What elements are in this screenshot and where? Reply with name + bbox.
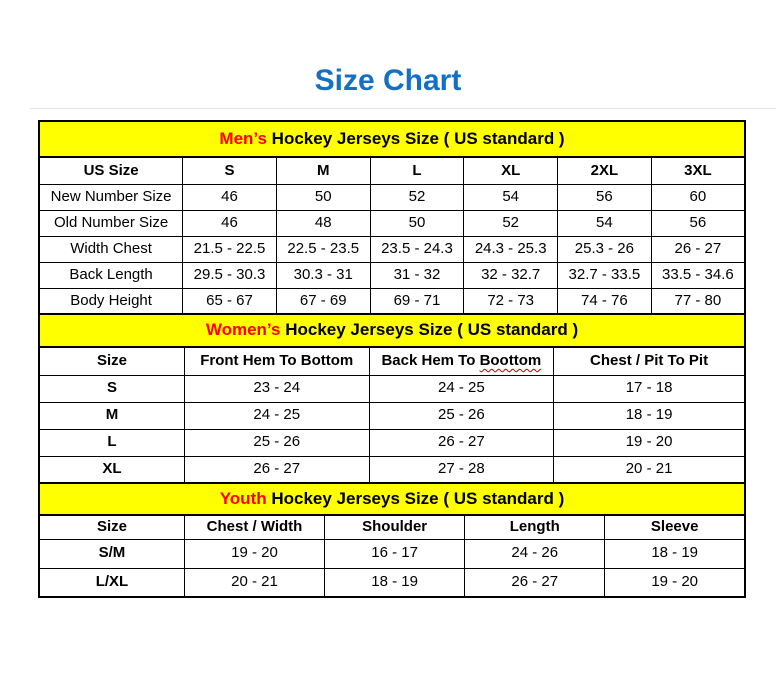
youth-section-header [39,483,745,515]
data-cell: 20 - 21 [554,456,745,483]
table-row [39,402,745,429]
womens-section-header [39,314,745,347]
data-cell: 52 [370,184,464,210]
mens-section-highlight: Men’s [219,128,267,148]
header-cell: Chest / Width [184,515,324,539]
data-cell: 48 [276,210,370,236]
data-cell: 54 [464,184,558,210]
row-label-cell: S [39,375,184,402]
mens-section-title [39,121,745,157]
mens-section-header [39,121,745,157]
data-cell: 46 [183,210,277,236]
data-cell: 25 - 26 [184,429,369,456]
table-row [39,184,745,210]
table-row [39,456,745,483]
data-cell: 46 [183,184,277,210]
data-cell: 69 - 71 [370,288,464,314]
data-cell: 54 [558,210,652,236]
header-text-prefix: Back Hem To [381,352,476,369]
data-cell: 29.5 - 30.3 [183,262,277,288]
data-cell: 26 - 27 [184,456,369,483]
data-cell: 26 - 27 [369,429,554,456]
header-cell: Sleeve [605,515,745,539]
data-cell: 19 - 20 [605,568,745,597]
data-cell: 19 - 20 [554,429,745,456]
header-cell: 2XL [558,157,652,184]
mens-header-row [39,157,745,184]
row-label-cell: Old Number Size [39,210,183,236]
data-cell: 56 [651,210,745,236]
data-cell: 19 - 20 [184,539,324,568]
data-cell: 17 - 18 [554,375,745,402]
data-cell: 33.5 - 34.6 [651,262,745,288]
header-cell: Length [465,515,605,539]
row-label-cell: M [39,402,184,429]
womens-section-title-text: Hockey Jerseys Size ( US standard ) [280,320,579,340]
data-cell: 16 - 17 [325,539,465,568]
data-cell: 24.3 - 25.3 [464,236,558,262]
data-cell: 18 - 19 [554,402,745,429]
header-cell: 3XL [651,157,745,184]
table-row [39,210,745,236]
data-cell: 22.5 - 23.5 [276,236,370,262]
youth-section-title-text: Hockey Jerseys Size ( US standard ) [266,488,565,508]
data-cell: 25 - 26 [369,402,554,429]
data-cell: 67 - 69 [276,288,370,314]
header-cell: XL [464,157,558,184]
data-cell: 18 - 19 [605,539,745,568]
data-cell: 56 [558,184,652,210]
mens-size-table [38,120,746,315]
data-cell: 74 - 76 [558,288,652,314]
header-cell: M [276,157,370,184]
data-cell: 24 - 26 [465,539,605,568]
size-chart-tables [38,120,746,598]
data-cell: 31 - 32 [370,262,464,288]
youth-size-table [38,482,746,598]
header-cell: Front Hem To Bottom [184,347,369,375]
page-title: Size Chart [314,64,462,97]
data-cell: 32 - 32.7 [464,262,558,288]
data-cell: 23 - 24 [184,375,369,402]
header-cell: Chest / Pit To Pit [554,347,745,375]
data-cell: 21.5 - 22.5 [183,236,277,262]
row-label-cell: Back Length [39,262,183,288]
header-cell: Shoulder [325,515,465,539]
row-label-cell: Body Height [39,288,183,314]
table-row [39,236,745,262]
womens-header-row [39,347,745,375]
table-row [39,288,745,314]
data-cell: 65 - 67 [183,288,277,314]
data-cell: 50 [370,210,464,236]
header-cell-misspelled [369,347,554,375]
table-row [39,568,745,597]
table-row [39,375,745,402]
row-label-cell: New Number Size [39,184,183,210]
row-label-cell: Width Chest [39,236,183,262]
data-cell: 20 - 21 [184,568,324,597]
data-cell: 25.3 - 26 [558,236,652,262]
header-cell: S [183,157,277,184]
data-cell: 52 [464,210,558,236]
data-cell: 26 - 27 [465,568,605,597]
youth-section-highlight: Youth [219,488,267,508]
data-cell: 27 - 28 [369,456,554,483]
table-row [39,429,745,456]
row-label-cell: L/XL [39,568,184,597]
data-cell: 30.3 - 31 [276,262,370,288]
header-text-misspelled: Boottom [479,352,542,369]
row-label-cell: S/M [39,539,184,568]
data-cell: 26 - 27 [651,236,745,262]
table-row [39,262,745,288]
youth-header-row [39,515,745,539]
data-cell: 60 [651,184,745,210]
womens-section-title [39,314,745,347]
table-row [39,539,745,568]
row-label-cell: L [39,429,184,456]
data-cell: 24 - 25 [369,375,554,402]
data-cell: 32.7 - 33.5 [558,262,652,288]
data-cell: 24 - 25 [184,402,369,429]
youth-section-title [39,483,745,515]
data-cell: 77 - 80 [651,288,745,314]
mens-section-title-text: Hockey Jerseys Size ( US standard ) [266,128,565,148]
data-cell: 50 [276,184,370,210]
header-cell: Size [39,347,184,375]
womens-size-table [38,313,746,484]
row-label-cell: XL [39,456,184,483]
data-cell: 18 - 19 [325,568,465,597]
header-cell: Size [39,515,184,539]
title-divider [30,108,776,109]
data-cell: 72 - 73 [464,288,558,314]
data-cell: 23.5 - 24.3 [370,236,464,262]
header-cell: US Size [39,157,183,184]
header-cell: L [370,157,464,184]
womens-section-highlight: Women’s [205,320,281,340]
